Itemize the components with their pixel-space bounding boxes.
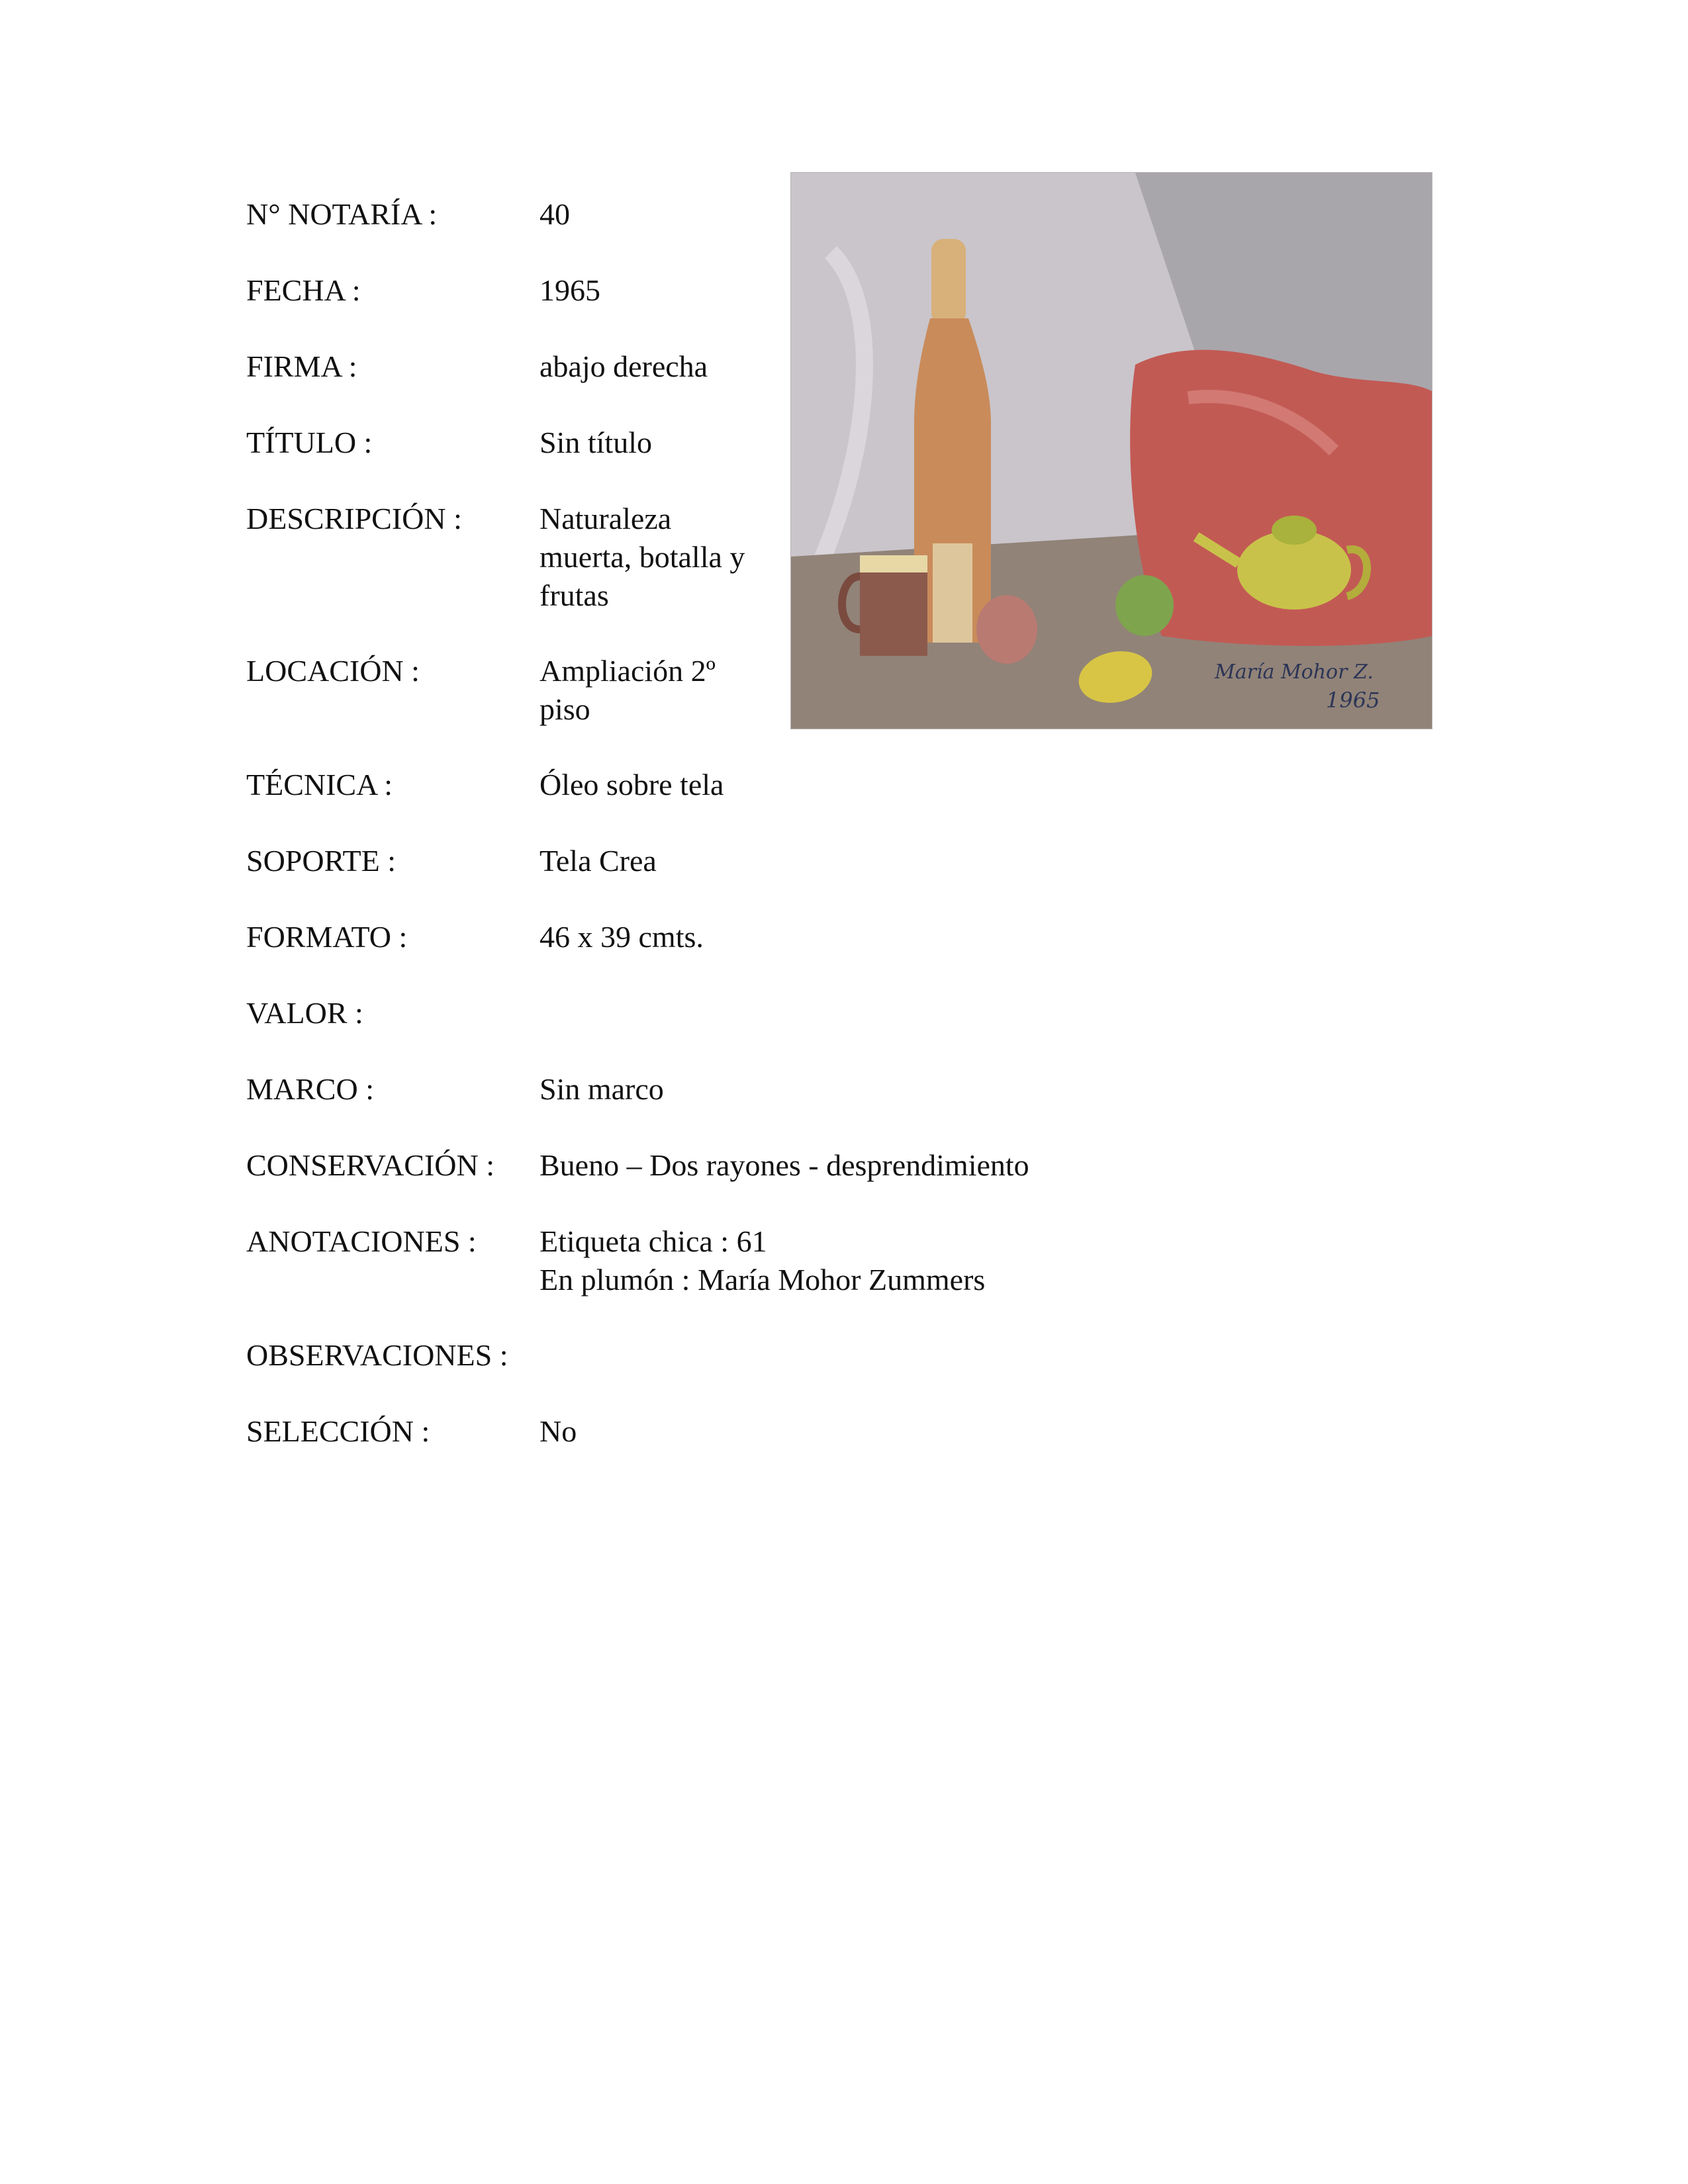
fecha-value: 1965 [539, 273, 600, 307]
still-life-painting [791, 173, 1432, 729]
marco-label: MARCO : [246, 1072, 374, 1106]
formato-value: 46 x 39 cmts. [539, 920, 704, 954]
titulo-label: TÍTULO : [246, 426, 373, 459]
artwork-photo [790, 172, 1432, 729]
fecha-label: FECHA : [246, 273, 361, 307]
descripcion-line: muerta, botalla y [539, 540, 745, 574]
locacion-label: LOCACIÓN : [246, 654, 420, 688]
anotaciones-value [539, 1222, 985, 1299]
locacion-line: Ampliación 2º [539, 654, 716, 688]
bottle-neck [931, 239, 966, 325]
titulo-value: Sin título [539, 426, 652, 459]
pomegranate [976, 595, 1037, 664]
valor-label: VALOR : [246, 996, 363, 1030]
descripcion-value [539, 500, 745, 615]
bottle-label [933, 543, 972, 643]
locacion-line: piso [539, 692, 590, 726]
conservacion-value: Bueno – Dos rayones - desprendimiento [539, 1148, 1029, 1182]
locacion-value [539, 652, 716, 729]
descripcion-line: Naturaleza [539, 502, 672, 535]
marco-value: Sin marco [539, 1072, 664, 1106]
soporte-label: SOPORTE : [246, 844, 397, 878]
seleccion-value: No [539, 1414, 577, 1448]
seleccion-label: SELECCIÓN : [246, 1414, 430, 1448]
anotaciones-line: En plumón : María Mohor Zummers [539, 1263, 986, 1297]
anotaciones-line: Etiqueta chica : 61 [539, 1224, 767, 1258]
mug-rim [860, 555, 927, 572]
soporte-value: Tela Crea [539, 844, 657, 878]
descripcion-line: frutas [539, 578, 609, 612]
tecnica-label: TÉCNICA : [246, 768, 393, 801]
firma-label: FIRMA : [246, 349, 357, 383]
green-fruit [1115, 575, 1174, 636]
descripcion-label: DESCRIPCIÓN : [246, 502, 462, 535]
conservacion-label: CONSERVACIÓN : [246, 1148, 495, 1182]
notaria-value: 40 [539, 197, 570, 231]
anotaciones-label: ANOTACIONES : [246, 1224, 477, 1258]
painting-signature: María Mohor Z. [1215, 660, 1374, 684]
teapot-lid [1272, 516, 1317, 545]
formato-label: FORMATO : [246, 920, 408, 954]
firma-value: abajo derecha [539, 349, 708, 383]
tecnica-value: Óleo sobre tela [539, 768, 724, 801]
notaria-label: N° NOTARÍA : [246, 197, 438, 231]
painting-year: 1965 [1326, 688, 1380, 713]
observaciones-label: OBSERVACIONES : [246, 1338, 508, 1372]
